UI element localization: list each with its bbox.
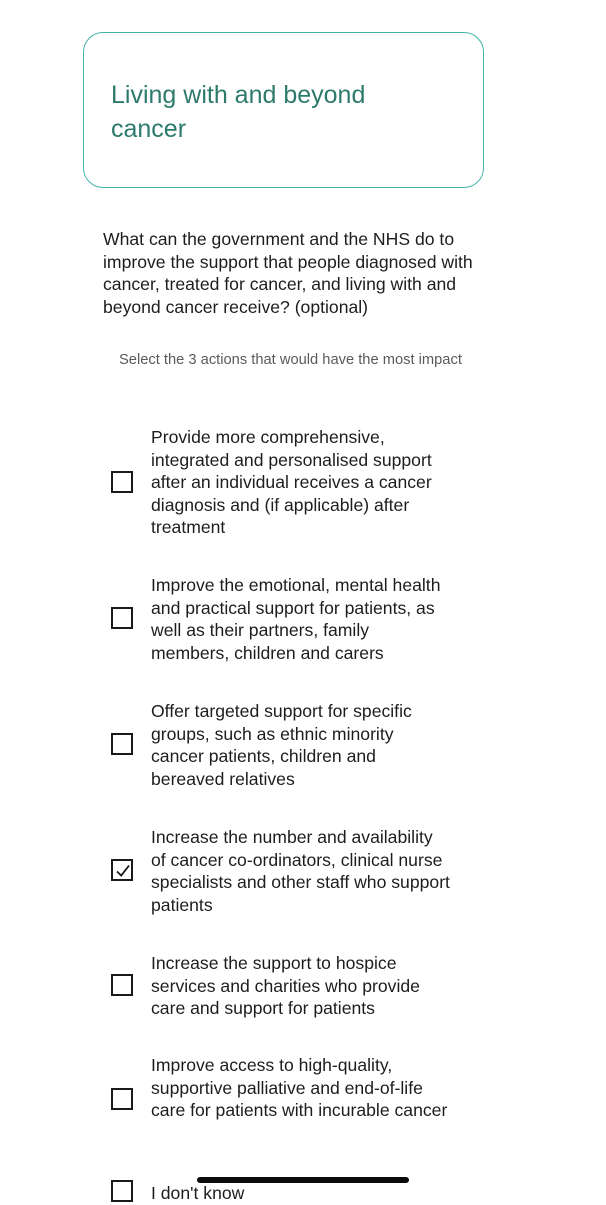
option-checkbox[interactable] xyxy=(111,1180,133,1202)
option-checkbox[interactable] xyxy=(111,607,133,629)
option-label: Increase the support to hospice services and charities who provide care and support for patients xyxy=(151,953,420,1018)
option-checkbox[interactable] xyxy=(111,471,133,493)
section-card xyxy=(83,32,484,188)
option-label: Improve access to high-quality, supportive palliative and end-of-life care for patients with incurable cancer xyxy=(151,1055,448,1120)
option-label: I don't know xyxy=(151,1183,245,1203)
option-checkbox[interactable] xyxy=(111,1088,133,1110)
question-hint: Select the 3 actions that would have the most impact xyxy=(119,352,462,368)
home-indicator[interactable] xyxy=(197,1177,409,1183)
option-label: Offer targeted support for specific groups, such as ethnic minority cancer patients, children and bereaved relatives xyxy=(151,701,412,789)
option-label: Increase the number and availability of cancer co-ordinators, clinical nurse specialists and other staff who support patients xyxy=(151,827,450,915)
option-checkbox-checked[interactable] xyxy=(111,859,133,881)
option-label: Provide more comprehensive, integrated and personalised support after an individual receives a cancer diagnosis and (if applicable) after treatment xyxy=(151,427,432,537)
option-checkbox[interactable] xyxy=(111,974,133,996)
section-title: Living with and beyond cancer xyxy=(111,81,366,143)
checkmark-icon xyxy=(114,862,132,880)
option-checkbox[interactable] xyxy=(111,733,133,755)
question-text: What can the government and the NHS do to improve the support that people diagnosed with cancer, treated for cancer, and living with and beyond cancer receive? (optional) xyxy=(103,229,473,317)
option-label: Improve the emotional, mental health and practical support for patients, as well as their partners, family members, children and carers xyxy=(151,575,441,663)
